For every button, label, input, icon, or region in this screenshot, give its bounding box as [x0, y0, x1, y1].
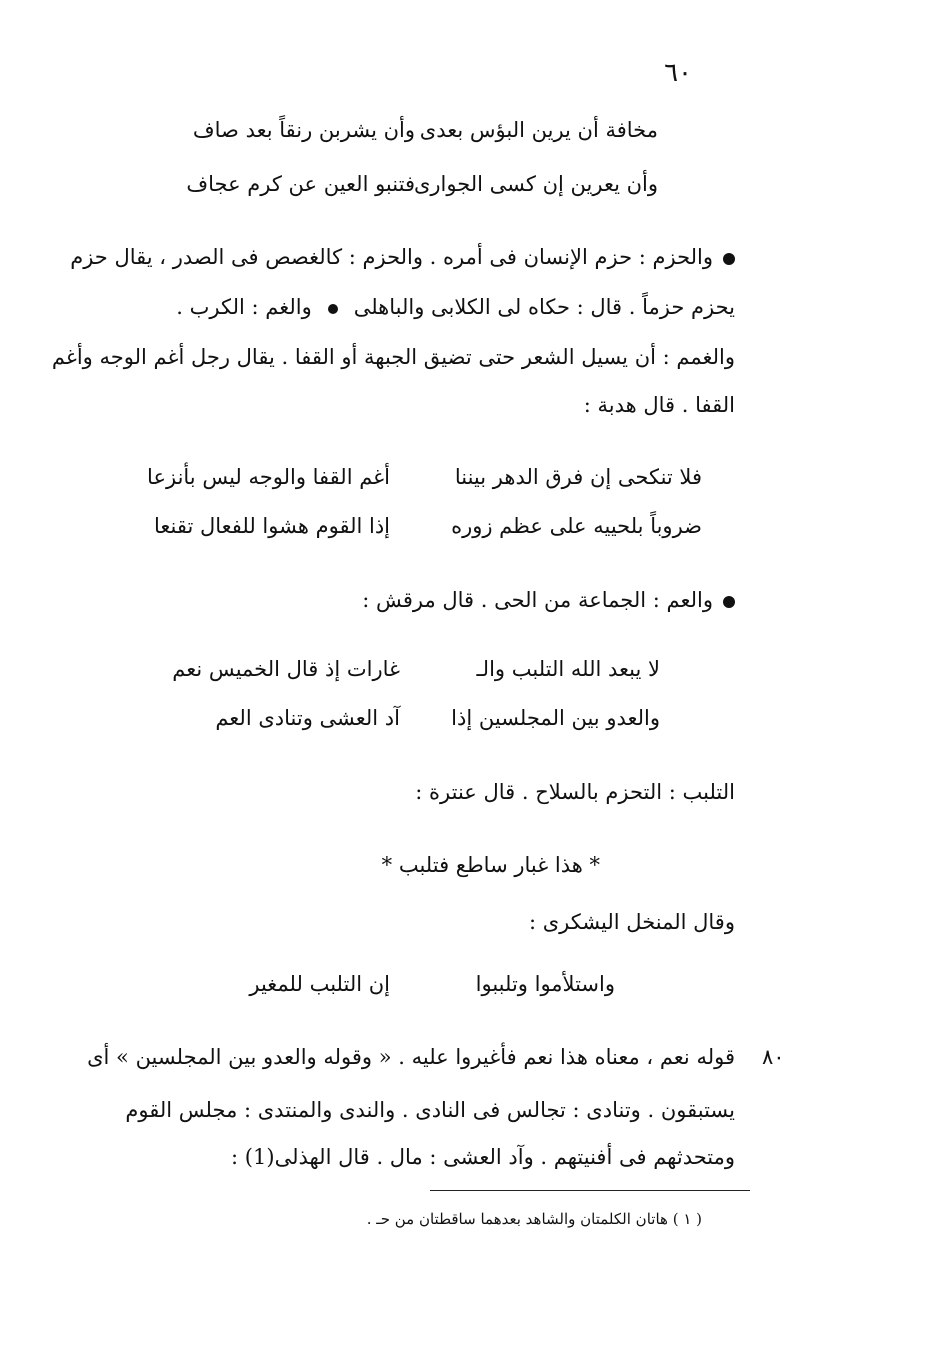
- verse-5a: لا يبعد الله التلبب والـ: [476, 657, 660, 681]
- verse-6a: والعدو بين المجلسين إذا: [451, 706, 660, 730]
- verse-4a: ضروباً بلحييه على عظم زوره: [451, 514, 702, 538]
- verse-6b: آد العشى وتنادى العم: [215, 706, 400, 730]
- verse-1a: مخافة أن يرين البؤس بعدى: [419, 118, 658, 142]
- para1-line1: والحزم : حزم الإنسان فى أمره . والحزم : كالغصص فى الصدر ، يقال حزم: [70, 245, 735, 269]
- verse-7b: إن التلبب للمغير: [249, 972, 390, 996]
- footnote-divider: [430, 1190, 750, 1191]
- para5-line3: ومتحدثهم فى أفنيتهم . وآد العشى : مال . قال الهذلى(1) :: [231, 1145, 735, 1169]
- verse-5b: غارات إذ قال الخميس نعم: [172, 657, 400, 681]
- verse-4b: إذا القوم هشوا للفعال تقنعا: [153, 514, 390, 538]
- margin-line-number: ٨٠: [762, 1045, 785, 1069]
- verse-7a: واستلأموا وتلببوا: [475, 972, 615, 996]
- bullet-icon: [723, 253, 735, 265]
- bullet-icon: [328, 304, 338, 314]
- verse-3b: أغم القفا والوجه ليس بأنزعا: [147, 465, 390, 489]
- footnote: ( ١ ) هاتان الكلمتان والشاهد بعدهما ساقطتان من حـ .: [366, 1210, 702, 1228]
- para1-line3: والغمم : أن يسيل الشعر حتى تضيق الجبهة أو القفا . يقال رجل أغم الوجه وأغم: [51, 345, 735, 369]
- para1-line4: القفا . قال هدبة :: [583, 393, 735, 417]
- verse-2a: وأن يعرين إن كسى الجوارى: [413, 172, 658, 196]
- verse-1b: وأن يشربن رنقاً بعد صاف: [192, 118, 415, 142]
- verse-3a: فلا تنكحى إن فرق الدهر بيننا: [454, 465, 702, 489]
- verse-2b: فتنبو العين عن كرم عجاف: [186, 172, 415, 196]
- para3-line1: التلبب : التحزم بالسلاح . قال عنترة :: [415, 780, 735, 804]
- para4-line1: وقال المنخل اليشكرى :: [528, 910, 735, 934]
- half-verse: * هذا غبار ساطع فتلبب *: [381, 853, 600, 877]
- para5-line1: قوله نعم ، معناه هذا نعم فأغيروا عليه . « وقوله والعدو بين المجلسين » أى: [87, 1045, 735, 1069]
- para5-line2: يستبقون . وتنادى : تجالس فى النادى . والندى والمنتدى : مجلس القوم: [125, 1098, 735, 1122]
- para2-line1: والعم : الجماعة من الحى . قال مرقش :: [362, 588, 735, 612]
- bullet-icon: [723, 596, 735, 608]
- page-number: ٦٠: [664, 58, 692, 88]
- para1-line2: يحزم حزماً . قال : حكاه لى الكلابى والباهلىوالغم : الكرب .: [176, 295, 735, 319]
